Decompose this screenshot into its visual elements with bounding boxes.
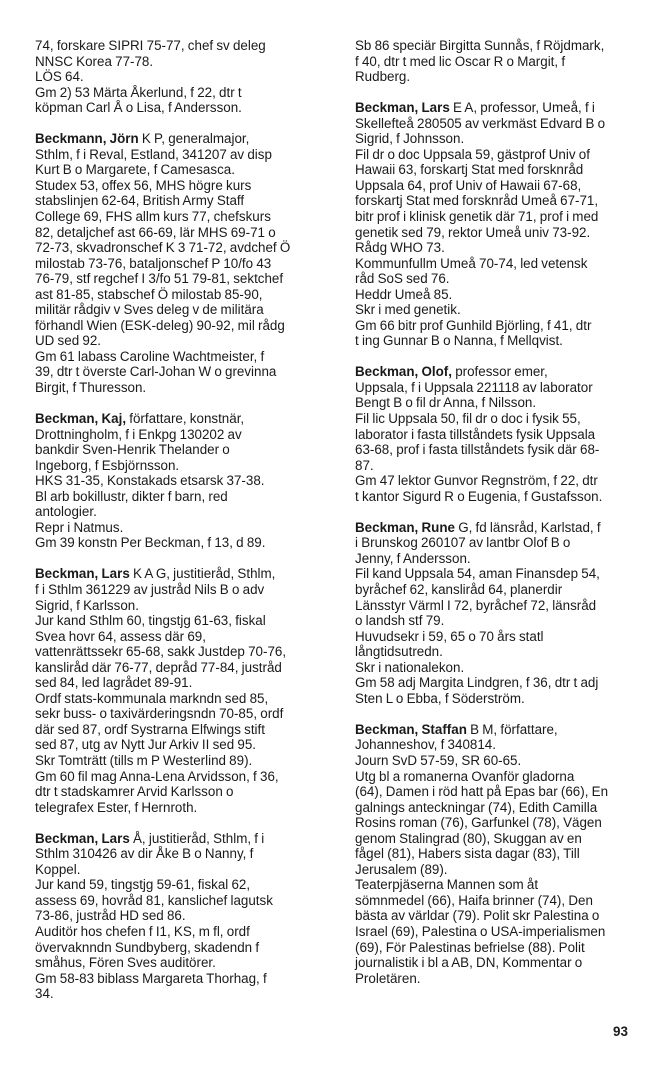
text-line: bitr prof i klinisk genetik där 71, prof i med bbox=[355, 208, 599, 224]
biography-entry bbox=[35, 131, 343, 395]
text-line: Gm 58 adj Margita Lindgren, f 36, dtr t adj bbox=[355, 675, 599, 691]
text-line bbox=[35, 411, 343, 427]
text-line: Gm 47 lektor Gunvor Regnström, f 22, dtr bbox=[355, 473, 598, 489]
text-line: där sed 87, ordf Systrarna Elfwings stift bbox=[35, 721, 265, 737]
text-line: Skellefteå 280505 av verkmäst Edvard B o bbox=[355, 115, 606, 131]
text-line: Gm 66 bitr prof Gunhild Björling, f 41, dtr bbox=[355, 317, 592, 333]
text-line: galnings anteckningar (74), Edith Camilla bbox=[355, 799, 598, 815]
text-line bbox=[355, 722, 663, 738]
entry-name: Beckman, Lars bbox=[35, 566, 130, 582]
biography-entry bbox=[355, 364, 663, 504]
text-line: kansliråd där 76-77, depråd 77-84, justråd bbox=[35, 659, 282, 675]
text-line: Kurt B o Margarete, f Camesasca. bbox=[35, 162, 235, 178]
entry-name: Beckman, Lars bbox=[35, 830, 130, 846]
text-line: Studex 53, offex 56, MHS högre kurs bbox=[35, 177, 252, 193]
text-line: dtr t stadskamrer Arvid Karlsson o bbox=[35, 784, 234, 800]
text-line: (64), Damen i röd hatt på Epas bar (66), En bbox=[355, 784, 609, 800]
text-line: råd SoS sed 76. bbox=[355, 271, 450, 287]
text-line: sed 84, led lagrådet 89-91. bbox=[35, 675, 193, 691]
text-line: Teaterpjäserna Mannen som åt bbox=[355, 877, 539, 893]
text-line: förhandl Wien (ESK-deleg) 90-92, mil rådg bbox=[35, 317, 285, 333]
text-line: Jur kand Sthlm 60, tingstjg 61-63, fiskal bbox=[35, 613, 266, 629]
text-line: Sigrid, f Karlsson. bbox=[35, 597, 139, 613]
text-line: 87. bbox=[355, 457, 374, 473]
text-line: 82, detaljchef ast 66-69, lär MHS 69-71 o bbox=[35, 224, 276, 240]
text-line: Skr Tomträtt (tills m P Westerlind 89). bbox=[35, 753, 253, 769]
text-line: köpman Carl Å o Lisa, f Andersson. bbox=[35, 100, 242, 116]
text-line: UD sed 92. bbox=[35, 333, 101, 349]
entry-text: G, fd länsråd, Karlstad, f bbox=[454, 519, 601, 535]
text-line: Uppsala 64, prof Univ of Hawaii 67-68, bbox=[355, 177, 582, 193]
text-line: långtidsutredn. bbox=[355, 644, 443, 660]
text-line: byråchef 62, kansliråd 64, planerdir bbox=[355, 582, 563, 597]
text-line: t kantor Sigurd R o Eugenia, f Gustafsson. bbox=[355, 488, 603, 504]
entry-name: Beckman, Lars bbox=[355, 100, 450, 116]
text-line: stabslinjen 62-64, British Army Staff bbox=[35, 193, 245, 209]
biography-entry bbox=[355, 38, 663, 85]
text-line: f i Sthlm 361229 av justråd Nils B o adv bbox=[35, 582, 265, 597]
text-line: Bengt B o fil dr Anna, f Nilsson. bbox=[355, 395, 537, 411]
entry-text: Å, justitieråd, Sthlm, f i bbox=[129, 830, 265, 846]
text-line: Rudberg. bbox=[355, 69, 411, 85]
text-line: Repr i Natmus. bbox=[35, 519, 124, 535]
text-line: t ing Gunnar B o Nanna, f Mellqvist. bbox=[355, 333, 563, 349]
text-line: journalistik i bl a AB, DN, Kommentar o bbox=[355, 955, 583, 971]
text-line: militär rådgiv v Sves deleg v de militära bbox=[35, 302, 264, 318]
text-line: Sten L o Ebba, f Söderström. bbox=[355, 690, 525, 706]
text-line bbox=[355, 100, 663, 116]
text-line: Birgit, f Thuresson. bbox=[35, 379, 147, 395]
text-line: Jerusalem (89). bbox=[355, 861, 448, 877]
text-line: Koppel. bbox=[35, 861, 81, 877]
text-line: LÖS 64. bbox=[35, 69, 84, 85]
biography-entry bbox=[35, 831, 343, 1002]
text-line: Rådg WHO 73. bbox=[355, 240, 445, 256]
text-line: 39, dtr t överste Carl-Johan W o grevinna bbox=[35, 364, 277, 380]
text-line: 63-68, prof i fasta tillståndets fysik där 68- bbox=[355, 442, 600, 458]
entry-name: Beckman, Rune bbox=[355, 519, 455, 535]
biography-entry bbox=[35, 411, 343, 551]
text-line: Bl arb bokillustr, dikter f barn, red bbox=[35, 488, 228, 504]
entry-text: professor emer, bbox=[451, 364, 548, 380]
text-line: Jur kand 59, tingstjg 59-61, fiskal 62, bbox=[35, 877, 251, 893]
text-line: sed 87, utg av Nytt Jur Arkiv II sed 95. bbox=[35, 737, 257, 753]
text-line bbox=[355, 520, 663, 536]
text-line: Fil kand Uppsala 54, aman Finansdep 54, bbox=[355, 566, 600, 582]
text-line: bankdir Sven-Henrik Thelander o bbox=[35, 442, 230, 458]
biography-entry bbox=[35, 38, 343, 116]
text-line: assess 69, hovråd 81, kanslichef lagutsk bbox=[35, 892, 273, 908]
text-line: telegrafex Ester, f Hernroth. bbox=[35, 799, 198, 815]
text-line: Fil lic Uppsala 50, fil dr o doc i fysik 55, bbox=[355, 411, 581, 427]
entry-text: B M, författare, bbox=[466, 721, 558, 737]
text-line: Jenny, f Andersson. bbox=[355, 550, 471, 566]
text-line: Länsstyr Värml I 72, byråchef 72, länsråd bbox=[355, 597, 597, 613]
text-line: Johanneshov, f 340814. bbox=[355, 737, 496, 753]
entry-name: Beckman, Staffan bbox=[355, 721, 467, 737]
text-line bbox=[35, 566, 343, 582]
biography-entry bbox=[35, 566, 343, 815]
text-line: Hawaii 63, forskartj Stat med forsknråd bbox=[355, 162, 584, 178]
text-line: småhus, Fören Sves auditörer. bbox=[35, 955, 216, 971]
text-line: övervaknndn Sundbyberg, skadendn f bbox=[35, 939, 260, 955]
text-line: genom Stalingrad (80), Skuggan av en bbox=[355, 830, 582, 846]
text-line: i Brunskog 260107 av lantbr Olof B o bbox=[355, 535, 571, 551]
text-line: College 69, FHS allm kurs 77, chefskurs bbox=[35, 208, 271, 224]
text-line: o landsh stf 79. bbox=[355, 613, 445, 629]
text-line: Proletären. bbox=[355, 970, 421, 986]
text-line: Fil dr o doc Uppsala 59, gästprof Univ of bbox=[355, 146, 590, 162]
text-line: bästa av världar (79). Polit skr Palestina o bbox=[355, 908, 600, 924]
text-line: Journ SvD 57-59, SR 60-65. bbox=[355, 752, 522, 768]
right-column bbox=[355, 38, 663, 1002]
entry-text: K A G, justitieråd, Sthlm, bbox=[129, 566, 276, 582]
text-line: f 40, dtr t med lic Oscar R o Margit, f bbox=[355, 53, 566, 69]
text-line bbox=[355, 364, 663, 380]
text-line: Gm 60 fil mag Anna-Lena Arvidsson, f 36, bbox=[35, 768, 279, 784]
text-line: Rosins roman (76), Garfunkel (78), Vägen bbox=[355, 815, 602, 831]
text-line: 73-86, justråd HD sed 86. bbox=[35, 908, 186, 924]
text-line: milostab 73-76, bataljonschef P 10/fo 43 bbox=[35, 255, 272, 271]
text-line: vattenrättssekr 65-68, sakk Justdep 70-76, bbox=[35, 644, 287, 660]
text-line: fågel (81), Habers sista dagar (83), Till bbox=[355, 846, 580, 862]
text-line: genetik sed 79, rektor Umeå univ 73-92. bbox=[355, 224, 591, 240]
text-line: antologier. bbox=[35, 504, 97, 520]
text-line: HKS 31-35, Konstakads etsarsk 37-38. bbox=[35, 473, 265, 489]
text-line bbox=[35, 831, 343, 847]
text-line: NNSC Korea 77-78. bbox=[35, 53, 154, 69]
text-line: Skr i med genetik. bbox=[355, 302, 461, 318]
text-line: Sthlm, f i Reval, Estland, 341207 av disp bbox=[35, 146, 272, 162]
text-line: Sthlm 310426 av dir Åke B o Nanny, f bbox=[35, 846, 254, 862]
text-line: Gm 61 labass Caroline Wachtmeister, f bbox=[35, 348, 265, 364]
text-line: ast 81-85, stabschef Ö milostab 85-90, bbox=[35, 286, 263, 302]
text-line: Drottningholm, f i Enkpg 130202 av bbox=[35, 426, 242, 442]
text-line: Sb 86 speciär Birgitta Sunnås, f Röjdmark, bbox=[355, 38, 605, 53]
entry-name: Beckmann, Jörn bbox=[35, 131, 139, 147]
text-line: 34. bbox=[35, 986, 54, 1002]
text-line: Ordf stats-kommunala markndn sed 85, bbox=[35, 690, 269, 706]
page-number: 93 bbox=[613, 1024, 628, 1039]
text-line: Gm 39 konstn Per Beckman, f 13, d 89. bbox=[35, 535, 266, 551]
text-line: Utg bl a romanerna Ovanför gladorna bbox=[355, 768, 575, 784]
entry-text: E A, professor, Umeå, f i bbox=[449, 100, 595, 116]
text-line: Svea hovr 64, assess där 69, bbox=[35, 628, 206, 644]
text-line: Gm 58-83 biblass Margareta Thorhag, f bbox=[35, 970, 267, 986]
entry-name: Beckman, Kaj, bbox=[35, 411, 127, 427]
text-line: forskartj Stat med forsknråd Umeå 67-71, bbox=[355, 193, 599, 209]
text-line: Israel (69), Palestina o USA-imperialismen bbox=[355, 923, 606, 939]
text-line: 72-73, skvadronschef K 3 71-72, avdchef Ö bbox=[35, 240, 291, 256]
biography-entry bbox=[355, 520, 663, 707]
entry-text: K P, generalmajor, bbox=[138, 131, 250, 147]
entry-text: författare, konstnär, bbox=[126, 411, 245, 427]
text-line: Gm 2) 53 Märta Åkerlund, f 22, dtr t bbox=[35, 84, 242, 100]
text-line: Skr i nationalekon. bbox=[355, 659, 465, 675]
text-line: 76-79, stf regchef I 3/fo 51 79-81, sektchef bbox=[35, 271, 284, 287]
text-line: (69), För Palestinas befrielse (88). Polit bbox=[355, 939, 585, 955]
text-line: sekr buss- o taxivärderingsndn 70-85, ordf bbox=[35, 706, 284, 722]
text-line: Huvudsekr i 59, 65 o 70 års statl bbox=[355, 628, 544, 644]
text-line: Uppsala, f i Uppsala 221118 av laborator bbox=[355, 379, 593, 395]
text-line: Kommunfullm Umeå 70-74, led vetensk bbox=[355, 255, 588, 271]
text-line: sömnmedel (66), Haifa brinner (74), Den bbox=[355, 892, 593, 908]
biography-entry bbox=[355, 722, 663, 986]
text-line: Auditör hos chefen f I1, KS, m fl, ordf bbox=[35, 923, 250, 939]
entry-name: Beckman, Olof, bbox=[355, 364, 452, 380]
text-line: laborator i fasta tillståndets fysik Uppsala bbox=[355, 426, 596, 442]
text-line bbox=[35, 131, 343, 147]
text-line: Sigrid, f Johnsson. bbox=[355, 131, 465, 147]
text-line: 74, forskare SIPRI 75-77, chef sv deleg bbox=[35, 38, 266, 53]
text-line: Heddr Umeå 85. bbox=[355, 286, 453, 302]
text-line: Ingeborg, f Esbjörnsson. bbox=[35, 457, 180, 473]
left-column bbox=[35, 38, 343, 1017]
biography-entry bbox=[355, 100, 663, 349]
